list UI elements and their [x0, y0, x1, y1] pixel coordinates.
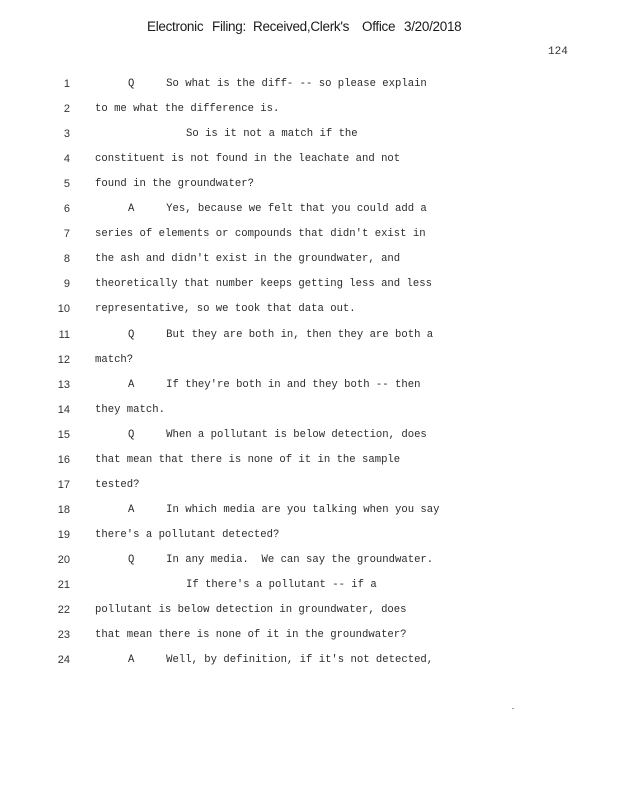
transcript-line — [0, 203, 618, 223]
transcript-line — [0, 629, 618, 649]
line-text: theoretically that number keeps getting less and less — [95, 278, 432, 291]
transcript-line — [0, 278, 618, 298]
scan-speck — [512, 708, 514, 709]
line-text: Q But they are both in, then they are both a — [128, 328, 434, 341]
line-text: A If they're both in and they both -- then — [128, 378, 421, 391]
line-number: 10 — [57, 303, 70, 316]
line-text: Q When a pollutant is below detection, does — [128, 428, 427, 441]
line-text: constituent is not found in the leachate and not — [95, 153, 401, 166]
line-text: match? — [95, 353, 134, 366]
header-electronic: Electronic — [147, 19, 204, 34]
line-text: pollutant is below detection in groundwater, does — [95, 604, 407, 617]
line-number: 16 — [57, 453, 70, 466]
transcript-line — [0, 329, 618, 349]
transcript-line — [0, 228, 618, 248]
line-text: tested? — [95, 478, 140, 491]
line-text: A Well, by definition, if it's not detected, — [128, 654, 434, 667]
transcript-line — [0, 604, 618, 624]
line-number: 12 — [57, 353, 70, 366]
transcript-line — [0, 379, 618, 399]
line-text: series of elements or compounds that didn't exist in — [95, 228, 426, 241]
line-number: 13 — [57, 378, 70, 391]
transcript-line — [0, 454, 618, 474]
line-number: 23 — [57, 629, 70, 642]
transcript-line — [0, 178, 618, 198]
line-text: A Yes, because we felt that you could add a — [128, 203, 427, 216]
line-number: 11 — [58, 328, 70, 341]
line-text: So is it not a match if the — [186, 128, 358, 141]
transcript-line — [0, 153, 618, 173]
transcript-line — [0, 479, 618, 499]
transcript-line — [0, 354, 618, 374]
transcript-line — [0, 654, 618, 674]
transcript-line — [0, 579, 618, 599]
line-text: the ash and didn't exist in the groundwater, and — [95, 253, 401, 266]
line-text: found in the groundwater? — [95, 178, 254, 191]
line-number: 7 — [63, 228, 70, 241]
line-text: to me what the difference is. — [95, 103, 280, 116]
line-number: 5 — [63, 178, 70, 191]
transcript-line — [0, 253, 618, 273]
line-number: 8 — [63, 253, 70, 266]
transcript-line — [0, 303, 618, 323]
header-filing: Filing: — [212, 19, 246, 34]
header-received-clerks: Received,Clerk's — [253, 19, 350, 34]
line-number: 24 — [57, 654, 70, 667]
line-number: 19 — [57, 528, 70, 541]
transcript-line — [0, 103, 618, 123]
line-text: Q So what is the diff- -- so please explain — [128, 78, 427, 90]
line-text: representative, so we took that data out. — [95, 303, 356, 316]
transcript-line — [0, 128, 618, 148]
line-number: 20 — [57, 553, 70, 566]
transcript-line — [0, 78, 618, 98]
line-number: 17 — [57, 478, 70, 491]
line-number: 1 — [63, 78, 70, 90]
header-date: 3/20/2018 — [404, 19, 462, 34]
transcript-line — [0, 554, 618, 574]
line-text: Q In any media. We can say the groundwater. — [128, 553, 434, 566]
line-number: 9 — [63, 278, 70, 291]
line-number: 4 — [63, 153, 70, 166]
transcript-line — [0, 504, 618, 524]
line-number: 14 — [57, 403, 70, 416]
transcript-line — [0, 404, 618, 424]
line-number: 18 — [57, 503, 70, 516]
line-text: there's a pollutant detected? — [95, 528, 280, 541]
transcript-line — [0, 429, 618, 449]
transcript-line — [0, 529, 618, 549]
line-number: 3 — [63, 128, 70, 141]
line-number: 2 — [63, 103, 70, 116]
line-text: A In which media are you talking when you say — [128, 503, 440, 516]
line-number: 21 — [57, 579, 70, 591]
line-text: that mean that there is none of it in the sample — [95, 453, 401, 466]
line-text: that mean there is none of it in the groundwater? — [95, 629, 407, 642]
line-number: 22 — [57, 604, 70, 617]
header-office: Office — [362, 19, 396, 34]
line-text: If there's a pollutant -- if a — [186, 579, 377, 591]
line-text: they match. — [95, 403, 165, 416]
page-number: 124 — [548, 46, 568, 58]
line-number: 6 — [63, 203, 70, 216]
line-number: 15 — [57, 428, 70, 441]
